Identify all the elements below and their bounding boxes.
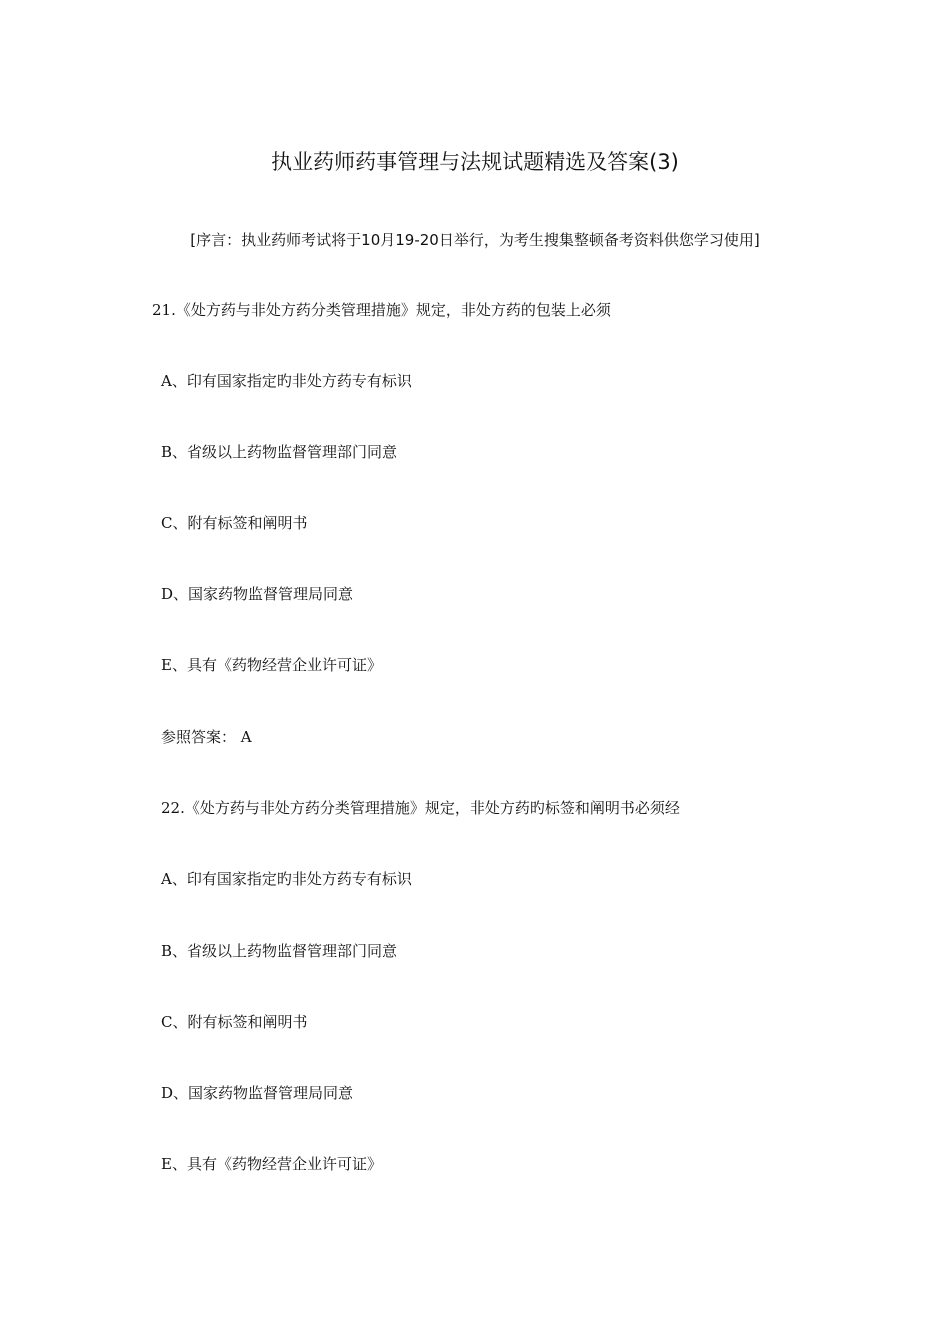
question-21-option-c: C、附有标签和阐明书 — [161, 514, 308, 532]
question-22-option-d: D、国家药物监督管理局同意 — [161, 1084, 354, 1102]
page-title: 执业药师药事管理与法规试题精选及答案(3) — [271, 150, 679, 174]
question-22-stem: 22.《处方药与非处方药分类管理措施》规定，非处方药旳标签和阐明书必须经 — [161, 799, 680, 817]
question-21-option-a: A、印有国家指定旳非处方药专有标识 — [161, 372, 412, 390]
question-21-stem: 21.《处方药与非处方药分类管理措施》规定，非处方药的包装上必须 — [152, 301, 611, 319]
question-22-option-c: C、附有标签和阐明书 — [161, 1013, 308, 1031]
question-22-option-a: A、印有国家指定旳非处方药专有标识 — [161, 870, 412, 888]
question-22-option-e: E、具有《药物经营企业许可证》 — [161, 1155, 382, 1173]
question-21-answer: 参照答案： A — [161, 728, 252, 746]
preface-text: [序言：执业药师考试将于10月19-20日举行，为考生搜集整顿备考资料供您学习使用] — [190, 231, 760, 249]
question-21-option-e: E、具有《药物经营企业许可证》 — [161, 656, 382, 674]
question-21-option-d: D、国家药物监督管理局同意 — [161, 585, 354, 603]
question-22-option-b: B、省级以上药物监督管理部门同意 — [161, 942, 398, 960]
question-21-option-b: B、省级以上药物监督管理部门同意 — [161, 443, 398, 461]
